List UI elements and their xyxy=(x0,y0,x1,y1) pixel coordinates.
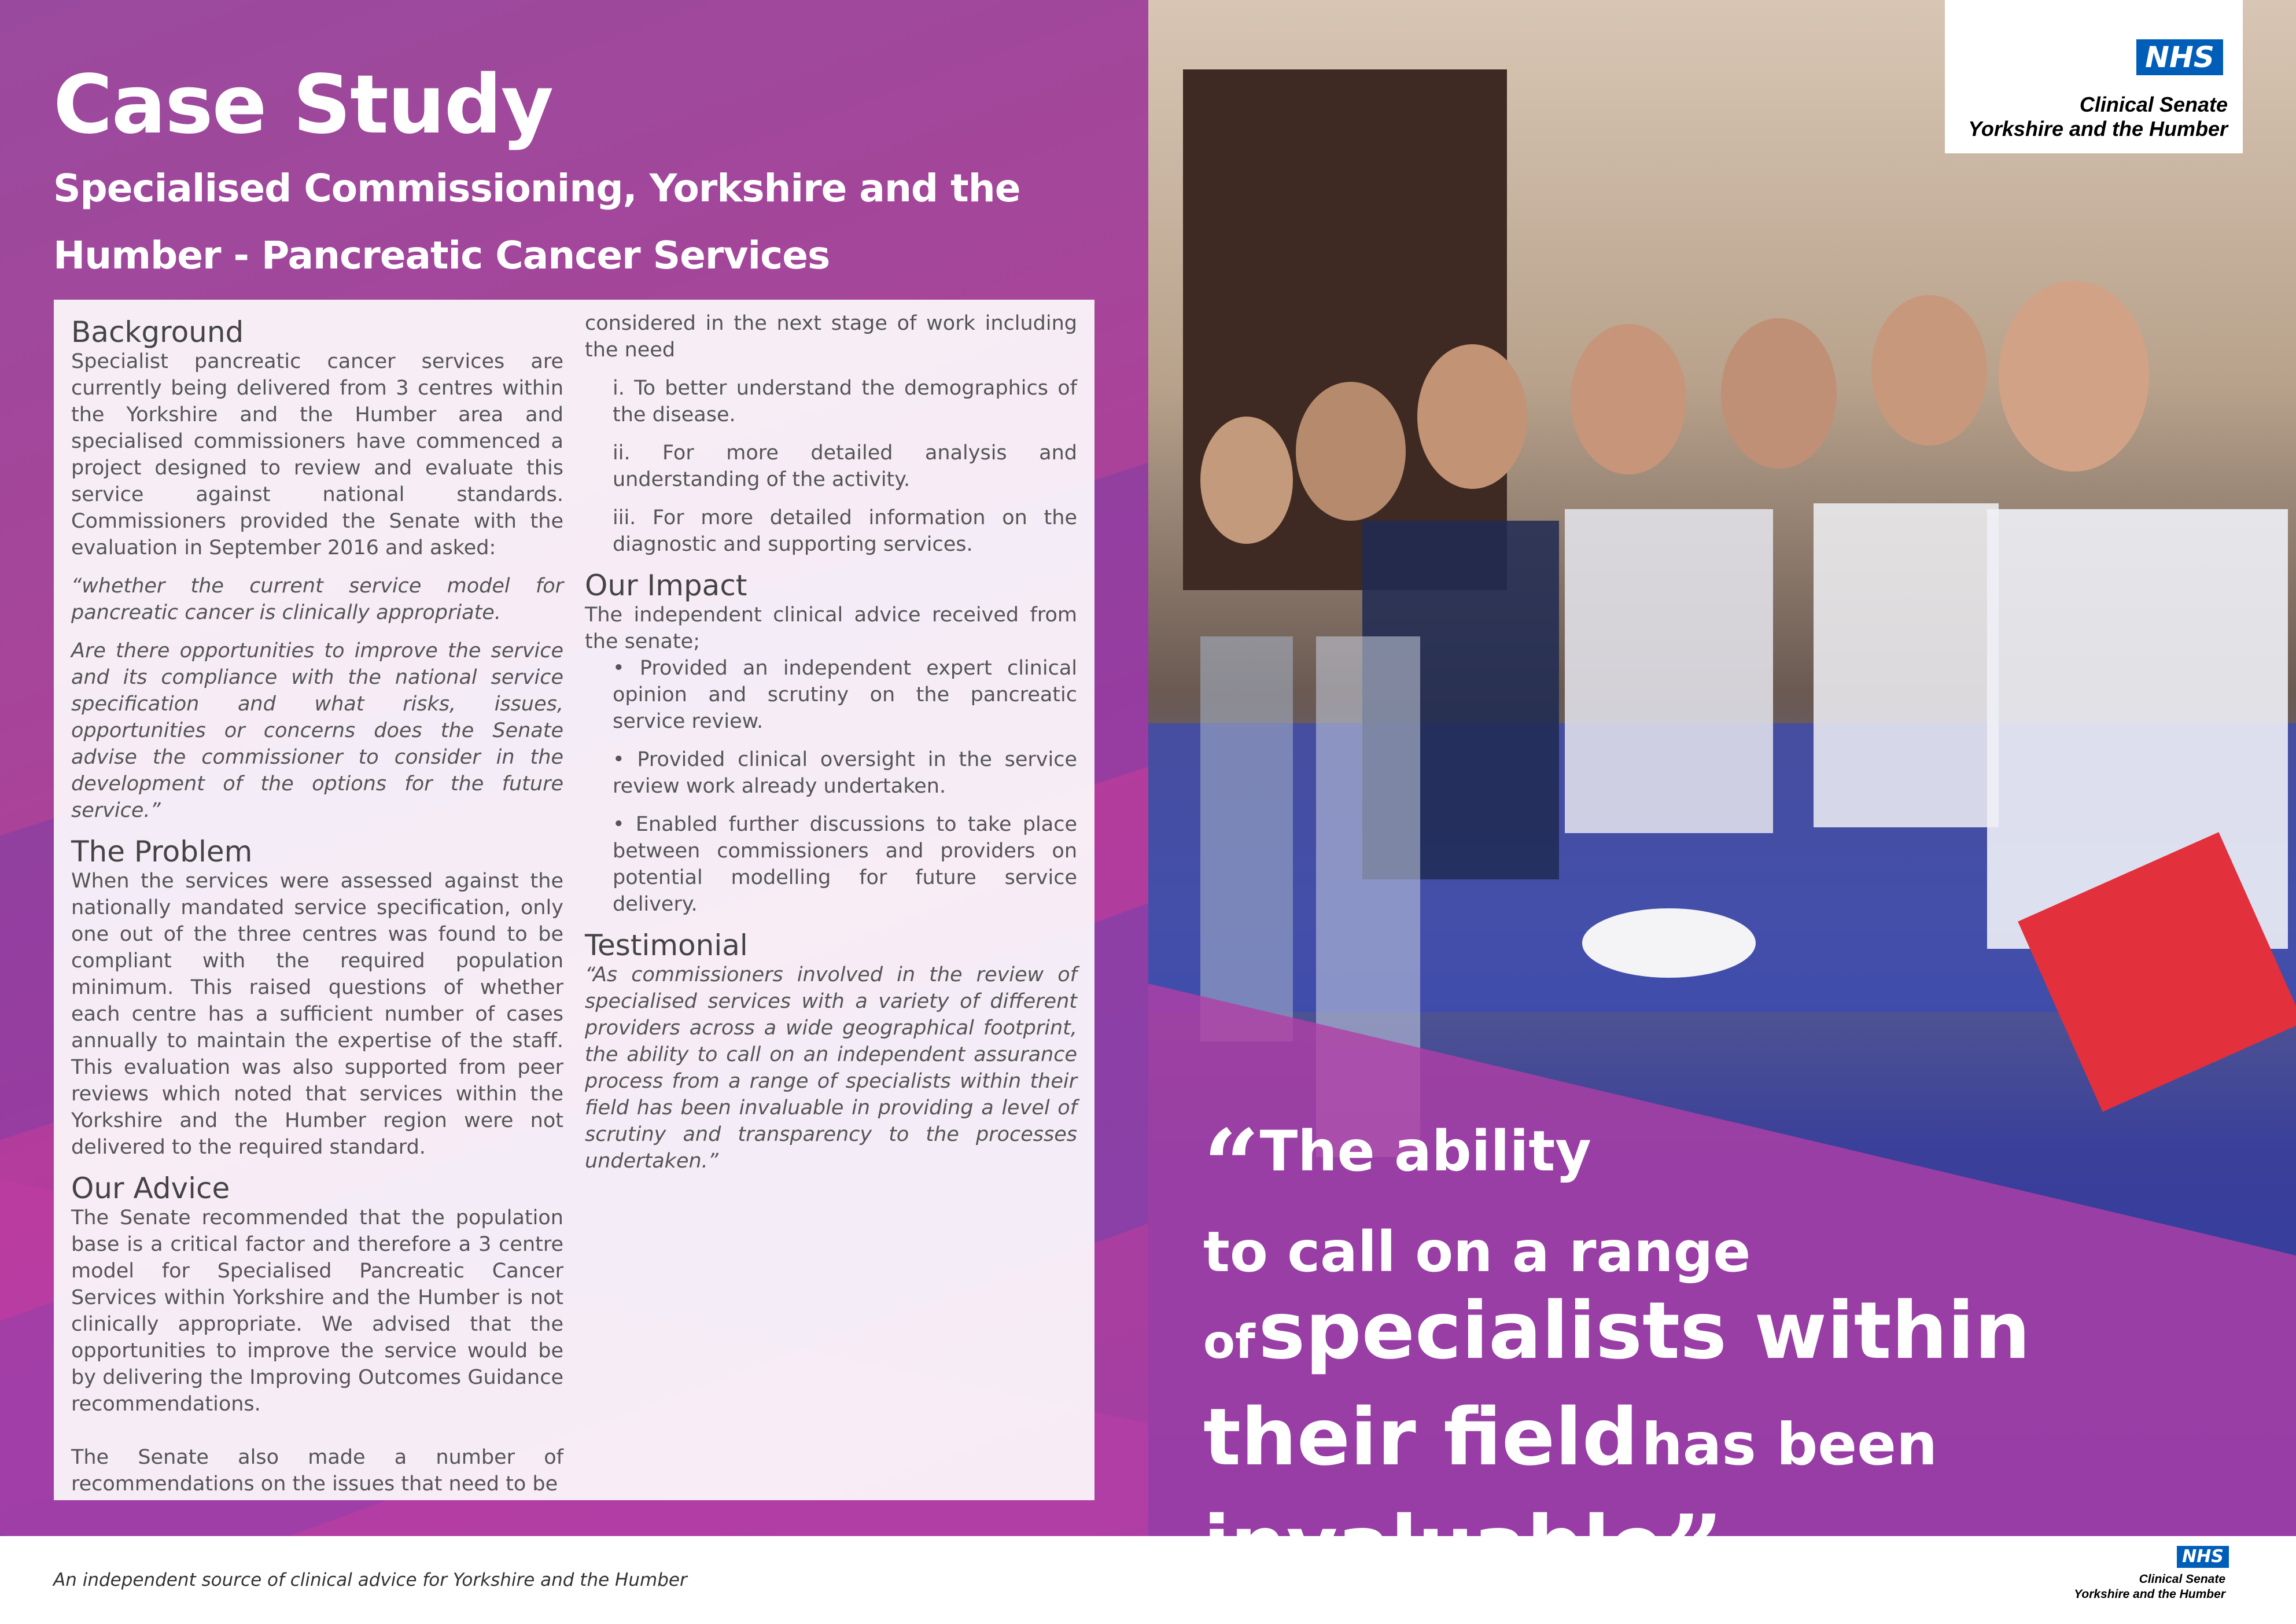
quote-line: invaluable xyxy=(1203,1500,1664,1591)
nhs-badge: NHS xyxy=(2136,39,2223,75)
impact-list-item: • Provided an independent expert clinical opinion and scrutiny on the pancreatic service review. xyxy=(613,657,1077,733)
left-panel xyxy=(0,0,1148,1536)
content-panel xyxy=(54,300,1094,1500)
section-heading-background: Background xyxy=(71,315,244,349)
content-column-left xyxy=(71,316,563,1497)
person-head xyxy=(1296,382,1406,521)
person-head xyxy=(1999,281,2149,472)
open-quote-mark: “ xyxy=(1203,1108,1260,1224)
person-head xyxy=(1417,344,1527,489)
advice-text: The Senate recommended that the population base is a critical factor and therefore a 3 centre model for Specialised Pancreatic Cancer Services within Yorkshire and the Humber is not clinically appropriate. We advised that the opportunities to improve the service would be by delivering the Improving Outcomes Guidance recommendations. xyxy=(71,1206,563,1416)
section-heading-testimonial: Testimonial xyxy=(585,929,748,962)
nhs-logo-top xyxy=(1945,0,2243,153)
testimonial-text: “As commissioners involved in the review of specialised services with a variety of different providers across a wide geographical footprint, the ability to call on an independent assurance process from a range of specialists within their field has been invaluable in providing a level of scrutiny and transparency to the processes undertaken.” xyxy=(585,963,1077,1173)
page-title: Case Study xyxy=(53,58,553,152)
quote-line: to call on a range xyxy=(1203,1220,1751,1284)
subtitle-line: Humber - Pancreatic Cancer Services xyxy=(53,233,830,278)
nhs-logo-line: Clinical Senate xyxy=(2139,1573,2225,1586)
glass-bottle xyxy=(1200,636,1293,1041)
nhs-badge: NHS xyxy=(2177,1546,2229,1568)
problem-text: When the services were assessed against the nationally mandated service specification, only one out of the three centres was found to be compliant with the required population minimum. This raised questions of whether each centre has a sufficient number of cases annually to maintain the expertise of the staff. This evaluation was also supported from peer reviews which noted that services within the Yorkshire and the Humber region were not delivered to the required standard. xyxy=(71,870,563,1159)
person-head xyxy=(1721,318,1837,469)
section-heading-impact: Our Impact xyxy=(585,569,747,602)
coffee-cup xyxy=(1582,908,1756,978)
quote-line: their field xyxy=(1203,1392,1639,1483)
background-question-2: Are there opportunities to improve the service and its compliance with the national service specification and what risks, issues, opportunities or concerns does the Senate advise the commissioner to consider in the development of the options for the future service.” xyxy=(71,639,563,822)
advice-list-item: ii. For more detailed analysis and understanding of the activity. xyxy=(613,441,1077,491)
quote-line: specialists within xyxy=(1258,1286,2030,1377)
person-head xyxy=(1571,324,1686,474)
advice-text-continued: considered in the next stage of work including the need xyxy=(585,312,1077,362)
quote-line: has been xyxy=(1641,1411,1938,1478)
advice-list-item: iii. For more detailed information on the diagnostic and supporting services. xyxy=(613,506,1077,556)
nhs-logo-line: Yorkshire and the Humber xyxy=(1968,117,2228,141)
page-subtitle xyxy=(53,155,1037,289)
content-column-right xyxy=(585,310,1077,1186)
impact-intro: The independent clinical advice received from the senate; xyxy=(585,603,1077,653)
background-question-1: “whether the current service model for pancreatic cancer is clinically appropriate. xyxy=(71,575,563,624)
close-quote-mark: ” xyxy=(1666,1493,1723,1609)
person-head xyxy=(1871,295,1987,445)
person-body xyxy=(1814,503,1999,827)
advice-text-continued: The Senate also made a number of recommendations on the issues that need to be xyxy=(71,1446,563,1496)
person-head xyxy=(1200,417,1293,544)
footer-tagline: An independent source of clinical advice for Yorkshire and the Humber xyxy=(53,1570,687,1590)
nhs-logo-bottom xyxy=(2055,1544,2240,1607)
subtitle-line: Specialised Commissioning, Yorkshire and the xyxy=(53,166,1020,211)
person-body xyxy=(1565,509,1773,833)
impact-list-item: • Enabled further discussions to take place between commissioners and providers on potential modelling for future service delivery. xyxy=(613,813,1077,916)
impact-list-item: • Provided clinical oversight in the service review work already undertaken. xyxy=(613,748,1077,798)
advice-list-item: i. To better understand the demographics of the disease. xyxy=(613,377,1077,426)
section-heading-advice: Our Advice xyxy=(71,1172,230,1205)
nhs-logo-line: Yorkshire and the Humber xyxy=(2074,1588,2225,1601)
quote-line: The ability xyxy=(1259,1119,1591,1184)
background-text: Specialist pancreatic cancer services are currently being delivered from 3 centres within the Yorkshire and the Humber area and specialised commissioners have commenced a project designed to review and evaluate this service against national standards. Commissioners provided the Senate with the evaluation in September 2016 and asked: xyxy=(71,350,563,559)
pull-quote xyxy=(1203,1108,2245,1612)
nhs-logo-line: Clinical Senate xyxy=(2079,93,2228,116)
section-heading-problem: The Problem xyxy=(71,835,253,868)
quote-line: of xyxy=(1203,1315,1255,1369)
